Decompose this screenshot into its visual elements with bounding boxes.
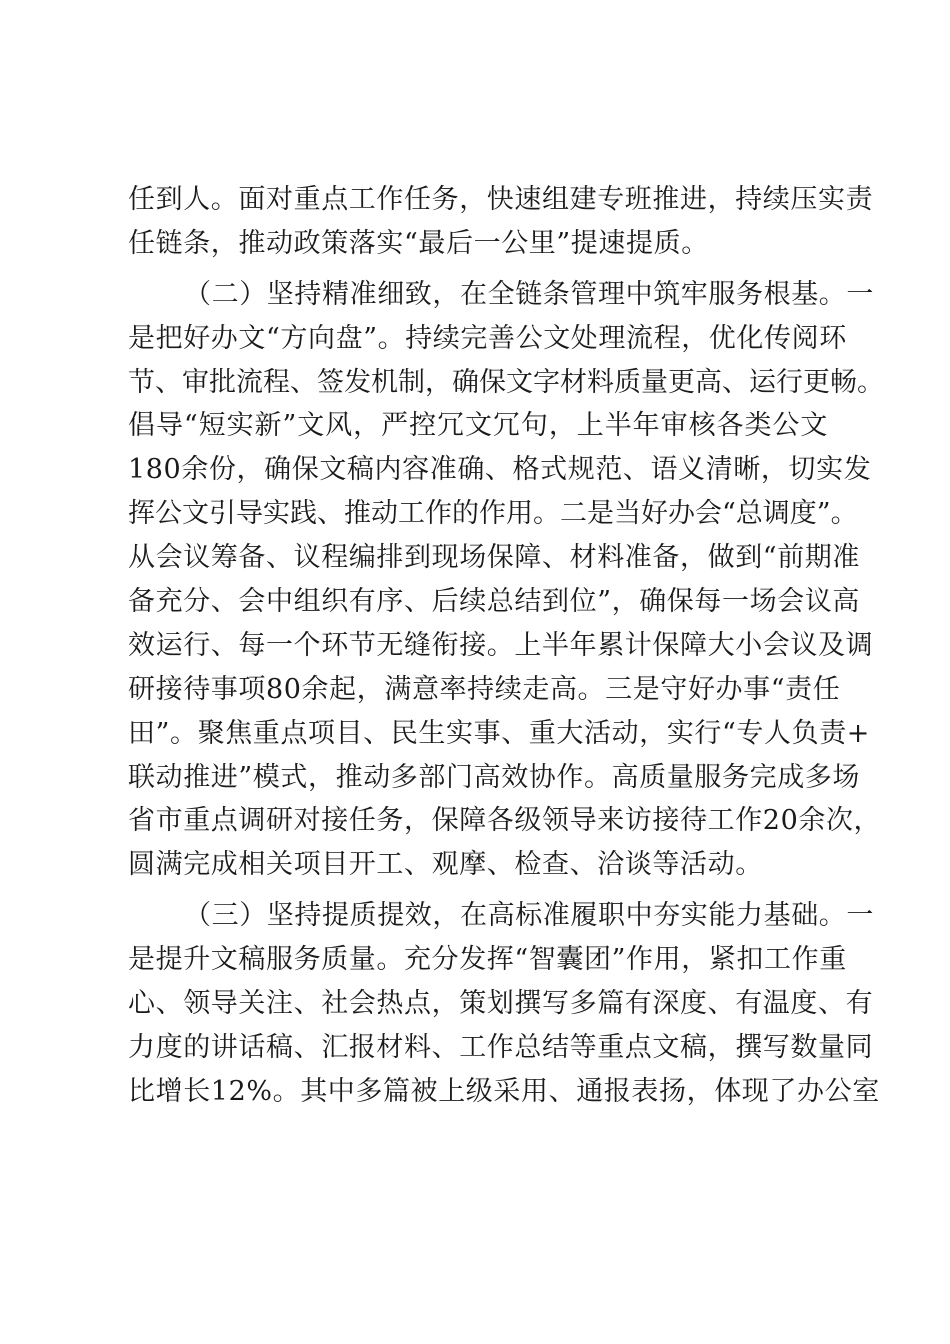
text-line: 省市重点调研对接任务，保障各级领导来访接待工作20余次， [128, 805, 882, 837]
text-line: 力度的讲话稿、汇报材料、工作总结等重点文稿，撰写数量同 [128, 1031, 874, 1063]
text-line: 从会议筹备、议程编排到现场保障、材料准备，做到“前期准 [128, 542, 861, 574]
text-line: 圆满完成相关项目开工、观摩、检查、洽谈等活动。 [128, 849, 763, 881]
text-line: 备充分、会中组织有序、后续总结到位”，确保每一场会议高 [128, 586, 861, 618]
text-line: 联动推进”模式，推动多部门高效协作。高质量服务完成多场 [128, 761, 861, 793]
text-line: 任链条，推动政策落实“最后一公里”提速提质。 [128, 227, 709, 259]
body-text [128, 178, 884, 1114]
text-line: 180余份，确保文稿内容准确、格式规范、语义清晰，切实发 [128, 454, 872, 486]
text-line: 任到人。面对重点工作任务，快速组建专班推进，持续压实责 [128, 184, 874, 215]
text-line: 效运行、每一个环节无缝衔接。上半年累计保障大小会议及调 [128, 629, 874, 661]
text-line: 节、审批流程、签发机制，确保文字材料质量更高、运行更畅。 [128, 366, 884, 398]
text-line: 挥公文引导实践、推动工作的作用。二是当好办会“总调度”。 [128, 498, 858, 530]
text-line: 研接待事项80余起，满意率持续走高。三是守好办事“责任 [128, 673, 841, 705]
text-line: 心、领导关注、社会热点，策划撰写多篇有深度、有温度、有 [128, 988, 874, 1020]
text-line: 倡导“短实新”文风，严控冗文冗句，上半年审核各类公文 [128, 410, 828, 442]
section-heading-line: （二）坚持精准细致，在全链条管理中筑牢服务根基。一 [184, 278, 874, 310]
text-line: 田”。聚焦重点项目、民生实事、重大活动，实行“专人负责+ [128, 717, 871, 749]
text-line: 比增长12%。其中多篇被上级采用、通报表扬，体现了办公室 [128, 1075, 880, 1107]
text-line: 是提升文稿服务质量。充分发挥“智囊团”作用，紧扣工作重 [128, 944, 847, 976]
text-line: 是把好办文“方向盘”。持续完善公文处理流程，优化传阅环 [128, 322, 847, 354]
section-heading-line: （三）坚持提质提效，在高标准履职中夯实能力基础。一 [184, 900, 874, 932]
